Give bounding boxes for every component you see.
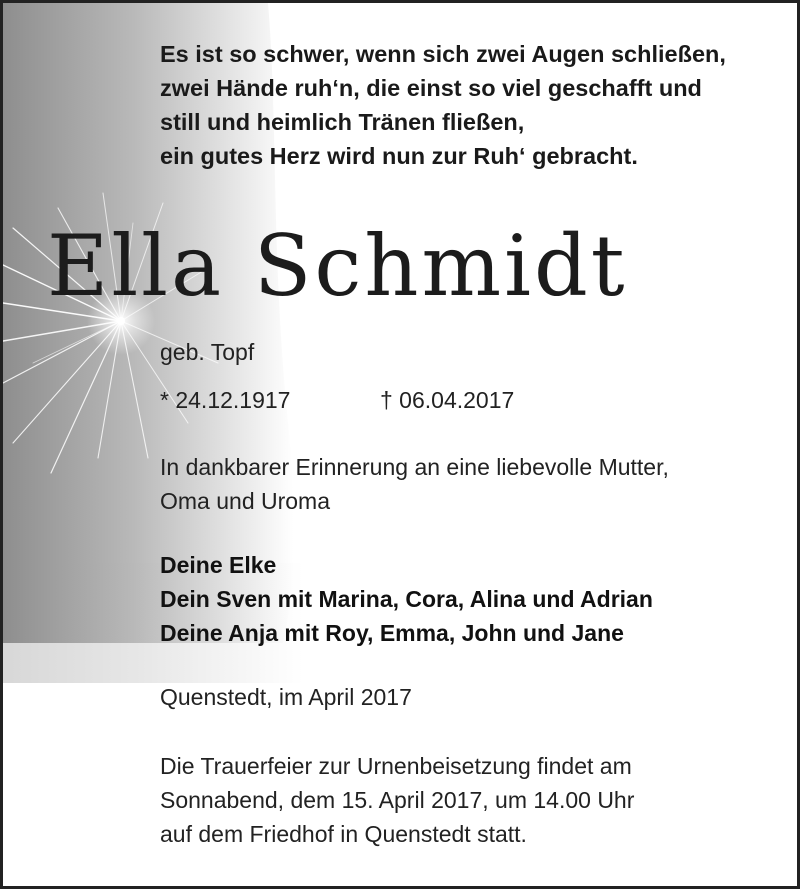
memory-line: Oma und Uroma <box>160 488 331 514</box>
family-line: Deine Elke <box>160 552 277 578</box>
family-line: Deine Anja mit Roy, Emma, John und Jane <box>160 620 624 646</box>
memory-text <box>160 450 780 518</box>
funeral-line: Sonnabend, dem 15. April 2017, um 14.00 Uhr <box>160 787 635 813</box>
funeral-info <box>160 749 780 851</box>
poem-line: ein gutes Herz wird nun zur Ruh‘ gebracht. <box>160 143 638 169</box>
funeral-line: auf dem Friedhof in Quenstedt statt. <box>160 821 527 847</box>
funeral-line: Die Trauerfeier zur Urnenbeisetzung findet am <box>160 753 632 779</box>
death-date: † 06.04.2017 <box>380 387 515 413</box>
place-date: Quenstedt, im April 2017 <box>160 684 412 710</box>
memory-line: In dankbarer Erinnerung an eine liebevolle Mutter, <box>160 454 669 480</box>
poem <box>160 37 780 173</box>
poem-line: Es ist so schwer, wenn sich zwei Augen schließen, <box>160 41 726 67</box>
family-signatures <box>160 548 780 650</box>
poem-line: still und heimlich Tränen fließen, <box>160 109 525 135</box>
family-line: Dein Sven mit Marina, Cora, Alina und Adrian <box>160 586 653 612</box>
birth-date: * 24.12.1917 <box>160 387 291 413</box>
poem-line: zwei Hände ruh‘n, die einst so viel geschafft und <box>160 75 702 101</box>
deceased-name: Ella Schmidt <box>47 217 628 315</box>
maiden-name: geb. Topf <box>160 339 255 365</box>
life-dates <box>160 383 780 417</box>
